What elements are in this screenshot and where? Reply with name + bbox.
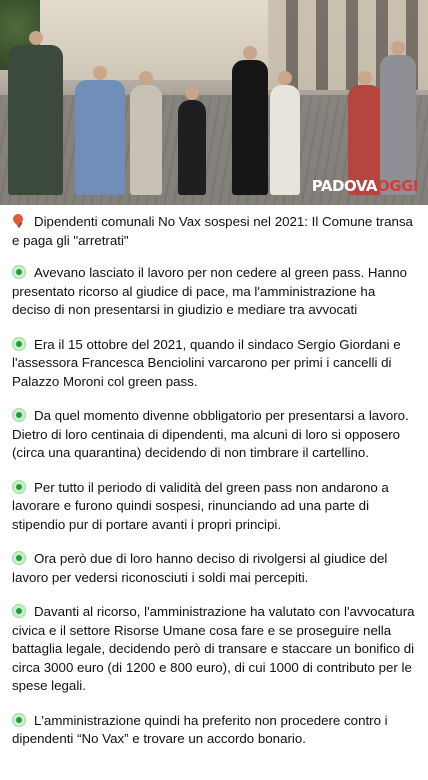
summary-bullet [12,264,416,320]
bullet-text: Davanti al ricorso, l'amministrazione ha valutato con l'avvocatura civica e il settore Risorse Umane cosa fare e se proseguire nella battaglia legale, decidendo però di transare e staccare un bonifico di circa 3000 euro (di 1200 e 800 euro), di cui 1000 di contributo per le spese legali. [12,604,415,693]
green-circle-icon [12,337,26,351]
green-circle-icon [12,713,26,727]
bullet-text: Avevano lasciato il lavoro per non cedere al green pass. Hanno presentato ricorso al giudice di pace, ma l'amministrazione ha deciso di non presentarsi in giudizio e mediare tra avvocati [12,265,408,317]
green-circle-icon [12,408,26,422]
logo-part-oggi: OGGI [377,177,418,195]
bullet-text: Ora però due di loro hanno deciso di rivolgersi al giudice del lavoro per vedersi riconosciuti i soldi mai percepiti. [12,551,388,585]
green-circle-icon [12,604,26,618]
green-circle-icon [12,551,26,565]
summary-bullet [12,336,416,392]
pushpin-icon [12,214,26,228]
photo-person [232,60,268,195]
summary-bullet [12,407,416,463]
photo-person [178,100,206,195]
padovaoggi-logo [312,177,418,195]
bullet-text: Per tutto il periodo di validità del green pass non andarono a lavorare e furono quindi sospesi, rinunciando ad una parte di stipendio pur di portare avanti i propri principi. [12,479,389,532]
summary-bullet [12,550,416,587]
headline[interactable] [12,213,416,250]
photo-person [8,45,63,195]
bullet-text: L'amministrazione quindi ha preferito non procedere contro i dipendenti “No Vax” e trovare un accordo bonario. [12,712,388,746]
green-circle-icon [12,480,26,494]
headline-text: Dipendenti comunali No Vax sospesi nel 2021: Il Comune transa e paga gli "arretrati" [12,214,413,248]
bullet-text: Da quel momento divenne obbligatorio per presentarsi a lavoro. Dietro di loro centinaia di dipendenti, ma alcuni di loro si opposero (circa una quarantina) decidendo di non timbrare il cartellino. [12,408,409,460]
green-circle-icon [12,265,26,279]
photo-person [270,85,300,195]
photo-person [380,55,416,195]
article-summary [0,205,428,749]
bullet-text: Era il 15 ottobre del 2021, quando il sindaco Sergio Giordani e l'assessora Francesca Benciolini varcarono per primi i cancelli di Palazzo Moroni col green pass. [12,336,401,389]
photo-person [130,85,162,195]
summary-bullet [12,712,416,749]
news-photo[interactable] [0,0,428,205]
logo-part-padova: PADOVA [311,177,378,195]
summary-bullet [12,479,416,535]
photo-person [75,80,125,195]
summary-bullet [12,603,416,696]
